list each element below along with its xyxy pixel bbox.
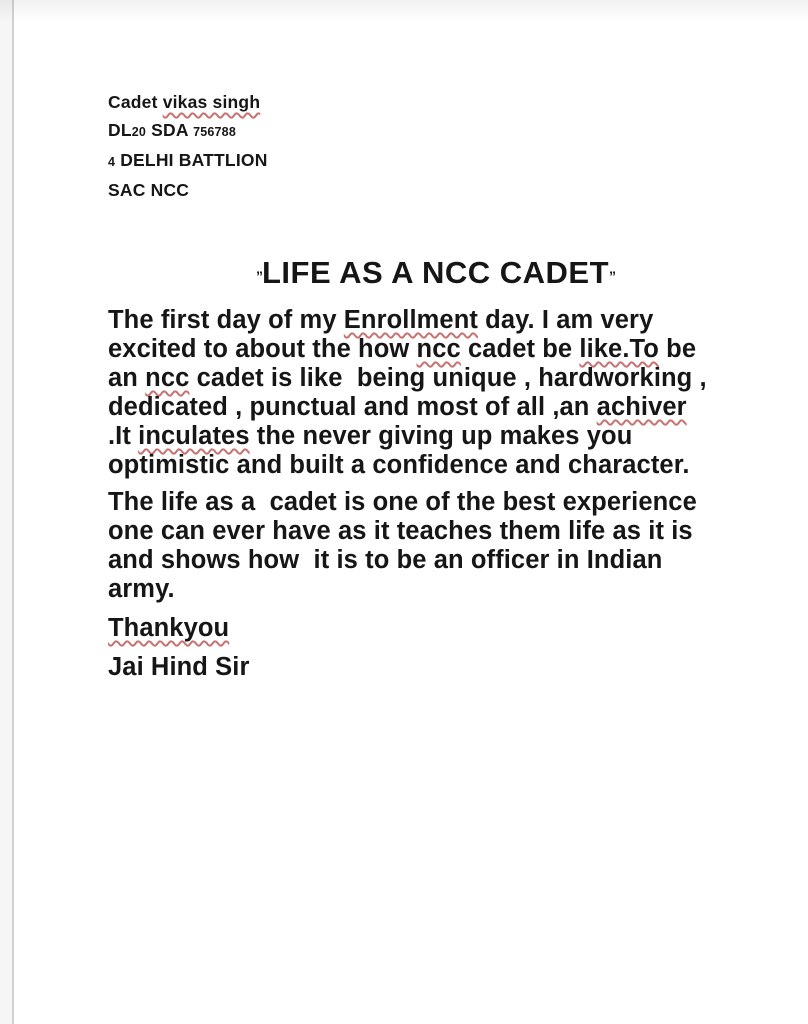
misspelled-word: ncc [416,335,461,363]
text-run: an [108,364,146,392]
text-run: the never giving up makes you [249,422,633,450]
text-line [108,488,763,517]
text-run: cadet is like being unique , hardworking , [189,364,707,392]
text-run: 4 [108,155,116,169]
text-run: The first day of my [108,306,344,334]
text-run: dedicated , punctual and most of all ,an [108,393,597,421]
text-line [108,364,763,393]
essay-title-text: LIFE AS A NCC CADET [261,255,610,290]
page-left-edge [0,0,14,1024]
misspelled-word: vikas singh [162,92,261,112]
text-run: one can ever have as it teaches them life as it is [108,517,693,545]
sender-battalion-line [108,146,763,176]
misspelled-word: inculates [138,422,250,450]
text-run: optimistic and built a confidence and character. [108,451,690,479]
open-quote-mark: ” [256,268,262,284]
text-run: .It [108,422,139,450]
text-run: cadet be [460,335,580,363]
text-run: The life as a cadet is one of the best experience [108,488,697,516]
sender-name-line [108,88,763,116]
text-run: DELHI BATTLION [115,150,268,170]
text-line [108,451,763,480]
document-content [108,88,763,682]
salutation-line [108,653,763,682]
text-line [108,575,763,604]
text-run: SDA [146,120,194,140]
text-line [108,335,763,364]
text-run: SAC NCC [108,180,190,200]
misspelled-word: Enrollment [343,306,478,334]
misspelled-word: like.To [579,335,659,363]
essay-title [108,256,763,293]
text-line [108,393,763,422]
sender-block [108,88,763,204]
sender-id-line [108,116,763,146]
text-line [108,422,763,451]
text-run: 756788 [193,125,236,139]
text-line [108,653,763,682]
text-run: Cadet [108,92,163,112]
sender-unit-line [108,176,763,204]
text-line [108,517,763,546]
text-line [108,614,763,643]
misspelled-word: Thankyou [108,614,230,642]
essay-paragraph-1 [108,306,763,480]
essay-paragraph-2 [108,488,763,604]
text-run: Jai Hind Sir [108,653,250,681]
close-quote-mark: ” [609,268,615,284]
text-line [108,546,763,575]
text-line [108,306,763,335]
text-run: excited to about the how [108,335,417,363]
text-run: day. I am very [477,306,654,334]
text-run: and shows how it is to be an officer in Indian [108,546,663,574]
text-run: 20 [131,125,147,139]
text-run: army. [108,575,175,603]
page-top-shadow [0,0,808,22]
thankyou-line [108,614,763,643]
text-run: be [658,335,697,363]
misspelled-word: achiver [596,393,687,421]
misspelled-word: ncc [145,364,190,392]
text-run: DL [108,120,132,140]
